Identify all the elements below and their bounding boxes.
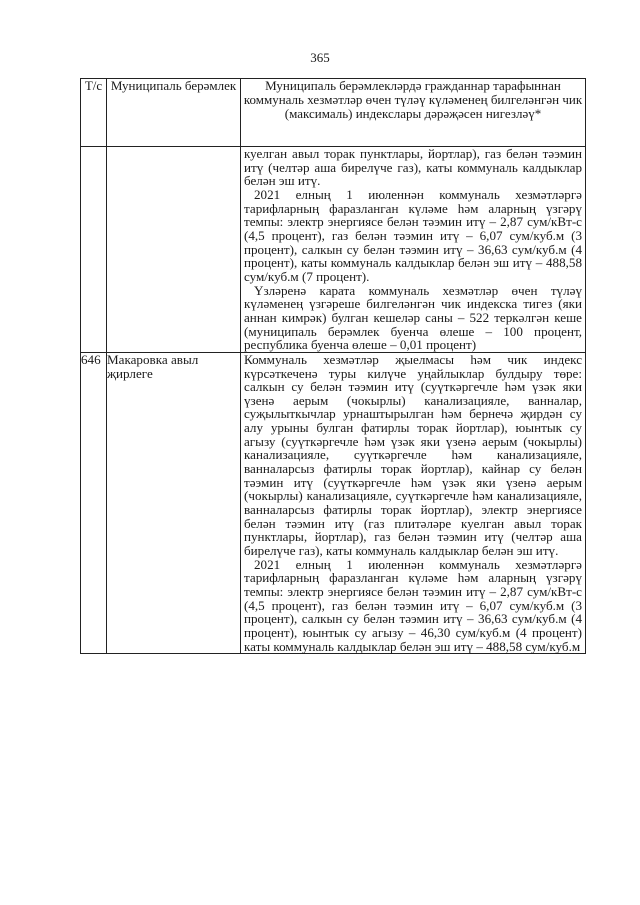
description-paragraph: куелган авыл торак пунктлары, йортлар), газ белән тәэмин итү (челтәр аша бирелүче газ), каты коммуналь калдыклар белән эш итү.: [244, 146, 582, 189]
table-header-row: [81, 79, 586, 147]
page-number: 365: [310, 50, 330, 65]
row-number: [81, 147, 107, 353]
row-number: 646: [81, 352, 107, 653]
header-municipality: Муниципаль берәмлек: [107, 79, 241, 147]
description-paragraph: Коммуналь хезмәтләр җыелмасы һәм чик индекс күрсәткеченә туры килүче уңайлыклар булдыру төре: салкын су белән тәэмин итү (суүткәргечле һәм үзәк яки үзенә аерым (чокырлы) канализацияле, ванналар, суҗылыткычлар урнаштырылган һәм бернечә җирдән су алу урыны булган фатирлы торак йортлар), юынтык су агызу (суүткәргечле һәм үзәк яки үзенә аерым (чокырлы) канализацияле, суүткәргечле һәм канализацияле, ванналарсыз фатирлы торак йортлар), кайнар су белән тәэмин итү (суүткәргечле һәм үзәк яки үзенә аерым (чокырлы) канализацияле, суүткәргечле һәм канализацияле, ванналарсыз фатирлы торак йортлар), электр энергиясе белән тәэмин итү (газ плитәләре куелган авыл торак пунктлары, йортлар), газ белән тәэмин итү (челтәр аша бирелүче газ), каты коммуналь калдыклар белән эш итү.: [244, 351, 582, 559]
tariff-table: [80, 78, 586, 654]
header-num: Т/с: [81, 79, 107, 147]
row-municipality: Макаровка авыл җирлеге: [107, 352, 241, 653]
description-paragraph: Үзләренә карата коммуналь хезмәтләр өчен түләү күләменең үзгәреше билгеләнгән чик индекска тигез (яки аннан кимрәк) булган кешеләр саны – 522 теркәлгән кеше (муниципаль берәмлек буенча өлеше – 100 процент, республика буенча өлеше – 0,01 процент): [244, 282, 582, 353]
row-description: [241, 147, 586, 353]
row-description: [241, 352, 586, 653]
description-paragraph: 2021 елның 1 июленнән коммуналь хезмәтләргә тарифларның фаразланган күләме һәм аларның үзгәрү темпы: электр энергиясе белән тәэмин итү – 2,87 сум/кВт-с (4,5 процент), газ белән тәэмин итү – 6,07 сум/куб.м (3 процент), салкын су белән тәэмин итү – 36,63 сум/куб.м (4 процент), каты коммуналь калдыклар белән эш итү – 488,58 сум/куб.м (7 процент).: [244, 186, 582, 284]
row-municipality: [107, 147, 241, 353]
header-description: Муниципаль берәмлекләрдә гражданнар тарафыннан коммуналь хезмәтләр өчен түләү күләменең билгеләнгән чик (максималь) индекслары дәрәҗәсен нигезләү*: [241, 79, 586, 147]
description-paragraph: 2021 елның 1 июленнән коммуналь хезмәтләргә тарифларның фаразланган күләме һәм аларның үзгәрү темпы: электр энергиясе белән тәэмин итү – 2,87 сум/кВт-с (4,5 процент), газ белән тәэмин итү – 6,07 сум/куб.м (3 процент), салкын су белән тәэмин итү – 36,63 сум/куб.м (4 процент), юынтык су агызу – 46,30 сум/куб.м (4 процент) каты коммуналь калдыклар белән эш итү – 488,58 сум/куб.м: [244, 556, 582, 654]
table-row: [81, 352, 586, 653]
table-row: [81, 147, 586, 353]
